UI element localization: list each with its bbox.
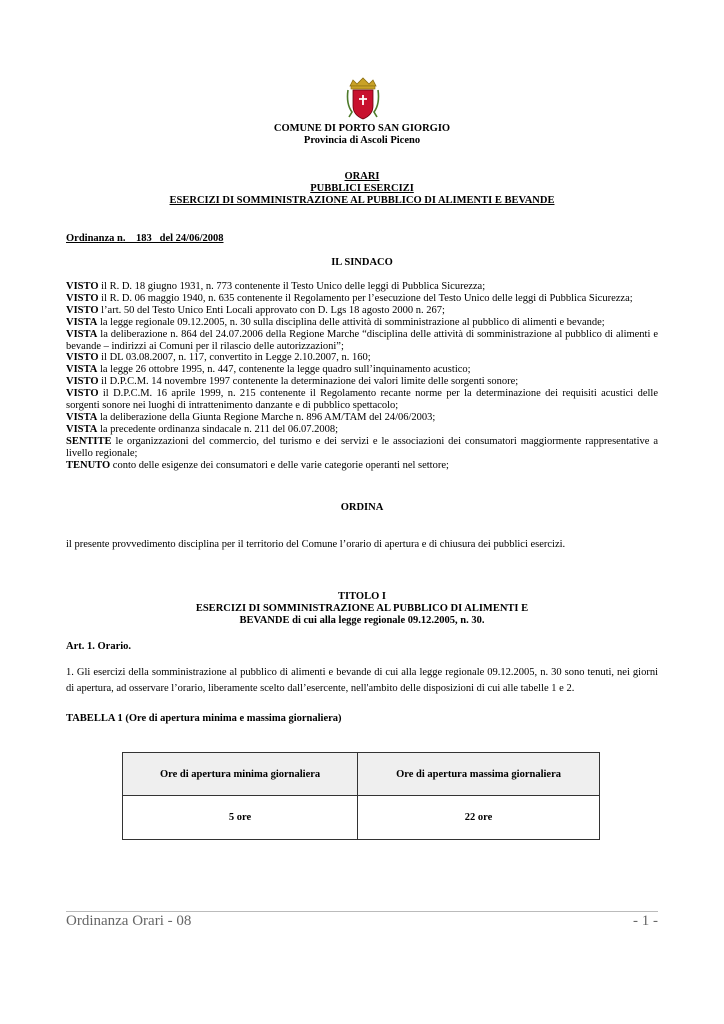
premise-keyword: VISTA bbox=[66, 423, 98, 435]
table-header-cell: Ore di apertura minima giornaliera bbox=[123, 753, 358, 796]
premise-item bbox=[66, 281, 658, 293]
footer-divider bbox=[66, 911, 658, 912]
premise-keyword: VISTO bbox=[66, 388, 99, 400]
premise-text: la legge 26 ottobre 1995, n. 447, contenente la legge quadro sull’inquinamento acustico; bbox=[97, 364, 471, 376]
premise-keyword: VISTO bbox=[66, 376, 99, 388]
table-header-row bbox=[123, 753, 600, 796]
premise-item bbox=[66, 364, 658, 376]
premise-item bbox=[66, 388, 658, 412]
table-cell: 5 ore bbox=[123, 796, 358, 840]
titolo-line-1: TITOLO I bbox=[338, 591, 386, 602]
municipal-crest-icon bbox=[344, 76, 382, 122]
premise-item bbox=[66, 329, 658, 353]
title-line-3: ESERCIZI DI SOMMINISTRAZIONE AL PUBBLICO DI ALIMENTI E BEVANDE bbox=[169, 195, 555, 206]
premise-keyword: VISTA bbox=[66, 328, 98, 340]
premise-text: il R. D. 06 maggio 1940, n. 635 contenente il Regolamento per l’esecuzione del Testo Unico delle leggi di Pubblica Sicurezza; bbox=[98, 292, 633, 304]
titolo-line-2: ESERCIZI DI SOMMINISTRAZIONE AL PUBBLICO DI ALIMENTI E bbox=[195, 603, 529, 614]
premise-keyword: VISTO bbox=[66, 304, 99, 316]
province-name: Provincia di Ascoli Piceno bbox=[303, 135, 421, 146]
premise-item bbox=[66, 424, 658, 436]
premise-keyword: SENTITE bbox=[66, 435, 112, 447]
premise-text: le organizzazioni del commercio, del turismo e dei servizi e le associazioni dei consumatori maggiormente rappresentative a livello regionale; bbox=[66, 435, 658, 459]
provision-text: il presente provvedimento disciplina per il territorio del Comune l’orario di apertura e di chiusura dei pubblici esercizi. bbox=[66, 539, 566, 550]
art1-body: 1. Gli esercizi della somministrazione al pubblico di alimenti e bevande di cui alla legge regionale 09.12.2005, n. 30 sono tenuti, nei giorni di apertura, ad osservare l’orario, liberamente scelto dall’esercente, nell'ambito delle disposizioni di cui alle tabelle 1 e 2. bbox=[66, 667, 658, 694]
opening-hours-table bbox=[122, 752, 600, 840]
municipality-name: COMUNE DI PORTO SAN GIORGIO bbox=[273, 123, 451, 134]
table-cell: 22 ore bbox=[358, 796, 600, 840]
premise-item bbox=[66, 305, 658, 317]
title-line-2: PUBBLICI ESERCIZI bbox=[310, 183, 414, 194]
premise-keyword: VISTA bbox=[66, 411, 98, 423]
premise-text: la deliberazione n. 864 del 24.07.2006 della Regione Marche “disciplina delle attività di somministrazione al pubblico di alimenti e bevande – indirizzi ai Comuni per il rilascio delle autorizzazioni”; bbox=[66, 328, 658, 352]
premise-text: la legge regionale 09.12.2005, n. 30 sulla disciplina delle attività di somministrazione al pubblico di alimenti e bevande; bbox=[97, 316, 605, 328]
premise-item bbox=[66, 376, 658, 388]
premise-item bbox=[66, 460, 658, 472]
page-number: - 1 - bbox=[633, 913, 658, 929]
sindaco-heading: IL SINDACO bbox=[331, 257, 393, 268]
premise-item bbox=[66, 317, 658, 329]
table-header-cell: Ore di apertura massima giornaliera bbox=[358, 753, 600, 796]
premise-text: il D.P.C.M. 16 aprile 1999, n. 215 contenente il Regolamento recante norme per la determinazione dei requisiti acustici delle sorgenti sonore nei luoghi di intrattenimento danzante e di pubblico spettacolo; bbox=[66, 388, 658, 412]
premise-text: l’art. 50 del Testo Unico Enti Locali approvato con D. Lgs 18 agosto 2000 n. 267; bbox=[98, 304, 445, 316]
art1-heading: Art. 1. Orario. bbox=[66, 641, 132, 652]
premise-keyword: TENUTO bbox=[66, 459, 111, 471]
premise-text: la precedente ordinanza sindacale n. 211 del 06.07.2008; bbox=[97, 423, 339, 435]
footer-title: Ordinanza Orari - 08 bbox=[66, 913, 192, 929]
ordina-heading: ORDINA bbox=[340, 502, 384, 513]
premise-text: il R. D. 18 giugno 1931, n. 773 contenente il Testo Unico delle leggi di Pubblica Sicurezza; bbox=[98, 281, 486, 292]
premises-list bbox=[66, 281, 658, 472]
premise-item bbox=[66, 436, 658, 460]
premise-text: il DL 03.08.2007, n. 117, convertito in Legge 2.10.2007, n. 160; bbox=[98, 352, 371, 364]
premise-keyword: VISTA bbox=[66, 364, 98, 376]
premise-text: la deliberazione della Giunta Regione Marche n. 896 AM/TAM del 24/06/2003; bbox=[97, 411, 436, 423]
premise-item bbox=[66, 352, 658, 364]
premise-keyword: VISTA bbox=[66, 316, 98, 328]
premise-text: conto delle esigenze dei consumatori e delle varie categorie operanti nel settore; bbox=[110, 459, 449, 471]
premise-item bbox=[66, 293, 658, 305]
premise-keyword: VISTO bbox=[66, 352, 99, 364]
table1-caption: TABELLA 1 (Ore di apertura minima e massima giornaliera) bbox=[66, 713, 342, 724]
premise-keyword: VISTO bbox=[66, 292, 99, 304]
premise-item bbox=[66, 412, 658, 424]
table-row bbox=[123, 796, 600, 840]
premise-keyword: VISTO bbox=[66, 281, 99, 292]
ordinance-number: Ordinanza n. 183 del 24/06/2008 bbox=[66, 233, 224, 244]
title-line-1: ORARI bbox=[344, 171, 380, 182]
premise-text: il D.P.C.M. 14 novembre 1997 contenente la determinazione dei valori limite delle sorgenti sonore; bbox=[98, 376, 519, 388]
titolo-line-3: BEVANDE di cui alla legge regionale 09.12.2005, n. 30. bbox=[239, 615, 485, 626]
